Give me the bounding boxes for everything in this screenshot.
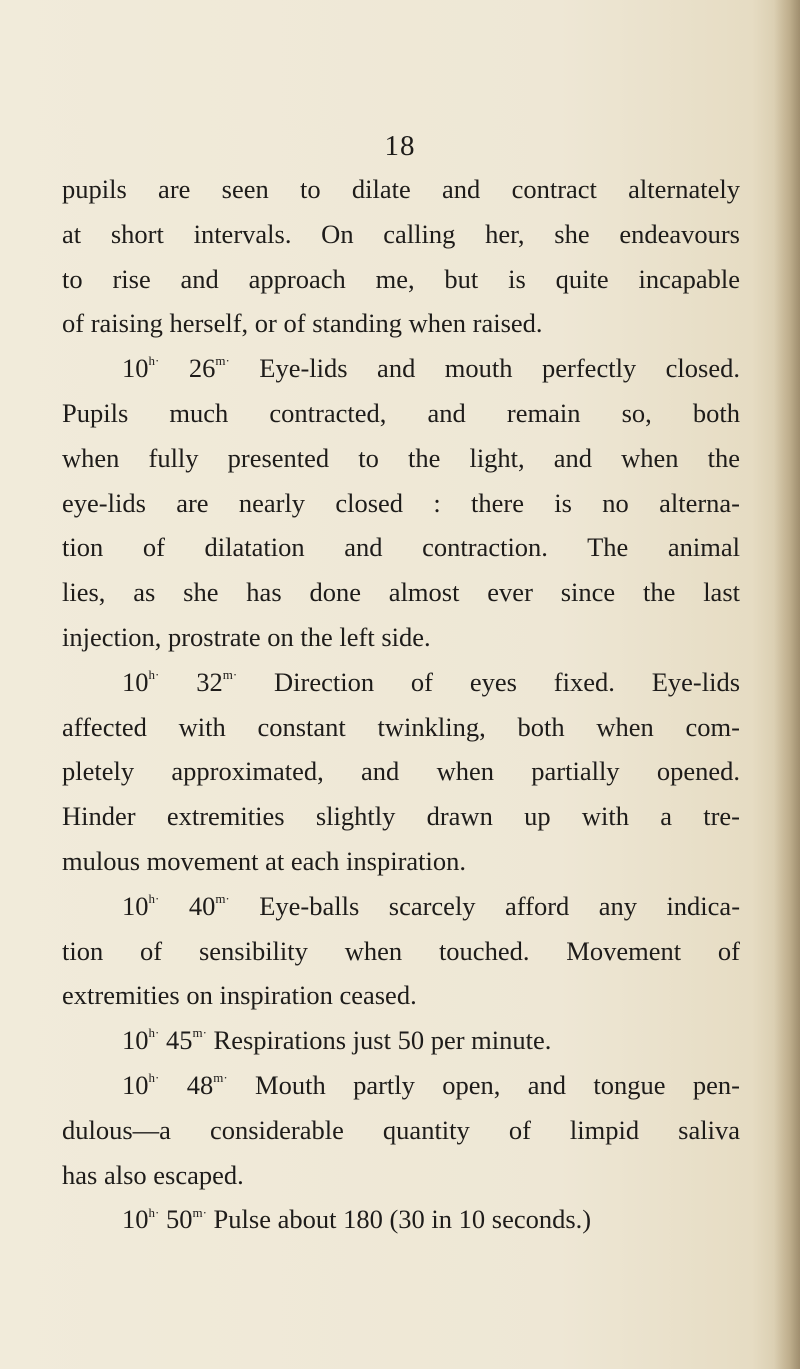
- text-line: at short intervals. On calling her, she endeavours: [62, 218, 740, 249]
- timestamp: $10^{h\cdot}$ $45^{m\cdot}$: [122, 1025, 207, 1056]
- text-line: has also escaped.: [62, 1159, 244, 1190]
- text-line: extremities on inspiration ceased.: [62, 980, 417, 1011]
- text-line: injection, prostrate on the left side.: [62, 621, 431, 652]
- text-line: Hinder extremities slightly drawn up with a tre-: [62, 801, 740, 832]
- timestamp-entry: $10^{h\cdot}$ $45^{m\cdot}$ Respirations just 50 per minute.: [122, 1025, 552, 1056]
- text-line: to rise and approach me, but is quite incapable: [62, 263, 740, 294]
- text-line: affected with constant twinkling, both when com-: [62, 711, 740, 742]
- text-line: of raising herself, or of standing when raised.: [62, 308, 543, 339]
- text-line: dulous—a considerable quantity of limpid saliva: [62, 1114, 740, 1145]
- text-line: lies, as she has done almost ever since the last: [62, 577, 740, 608]
- timestamp-entry: $10^{h\cdot}$ $26^{m\cdot}$ Eye-lids and mouth perfectly closed.: [122, 353, 740, 384]
- timestamp-entry: $10^{h\cdot}$ $50^{m\cdot}$ Pulse about 180 (30 in 10 seconds.): [122, 1204, 592, 1235]
- timestamp: $10^{h\cdot}$ $48^{m\cdot}$: [122, 1069, 228, 1100]
- timestamp: $10^{h\cdot}$ $40^{m\cdot}$: [122, 890, 230, 921]
- timestamp: $10^{h\cdot}$ $26^{m\cdot}$: [122, 353, 230, 384]
- text-line: tion of dilatation and contraction. The animal: [62, 532, 740, 563]
- timestamp-entry: $10^{h\cdot}$ $32^{m\cdot}$ Direction of eyes fixed. Eye-lids: [122, 666, 740, 697]
- timestamp-entry: $10^{h\cdot}$ $40^{m\cdot}$ Eye-balls scarcely afford any indica-: [122, 890, 740, 921]
- text-line: Pupils much contracted, and remain so, both: [62, 397, 740, 428]
- text-line: pletely approximated, and when partially opened.: [62, 756, 740, 787]
- timestamp: $10^{h\cdot}$ $32^{m\cdot}$: [122, 666, 238, 697]
- text-line: tion of sensibility when touched. Movement of: [62, 935, 740, 966]
- text-line: eye-lids are nearly closed : there is no alterna-: [62, 487, 740, 518]
- timestamp: $10^{h\cdot}$ $50^{m\cdot}$: [122, 1204, 207, 1235]
- page-edge-shadow: [774, 0, 800, 1369]
- body-text: [62, 167, 740, 1242]
- page-number: 18: [384, 130, 416, 162]
- text-line: when fully presented to the light, and when the: [62, 442, 740, 473]
- timestamp-entry: $10^{h\cdot}$ $48^{m\cdot}$ Mouth partly open, and tongue pen-: [122, 1069, 740, 1100]
- text-line: pupils are seen to dilate and contract alternately: [62, 174, 740, 204]
- text-line: mulous movement at each inspiration.: [62, 845, 467, 876]
